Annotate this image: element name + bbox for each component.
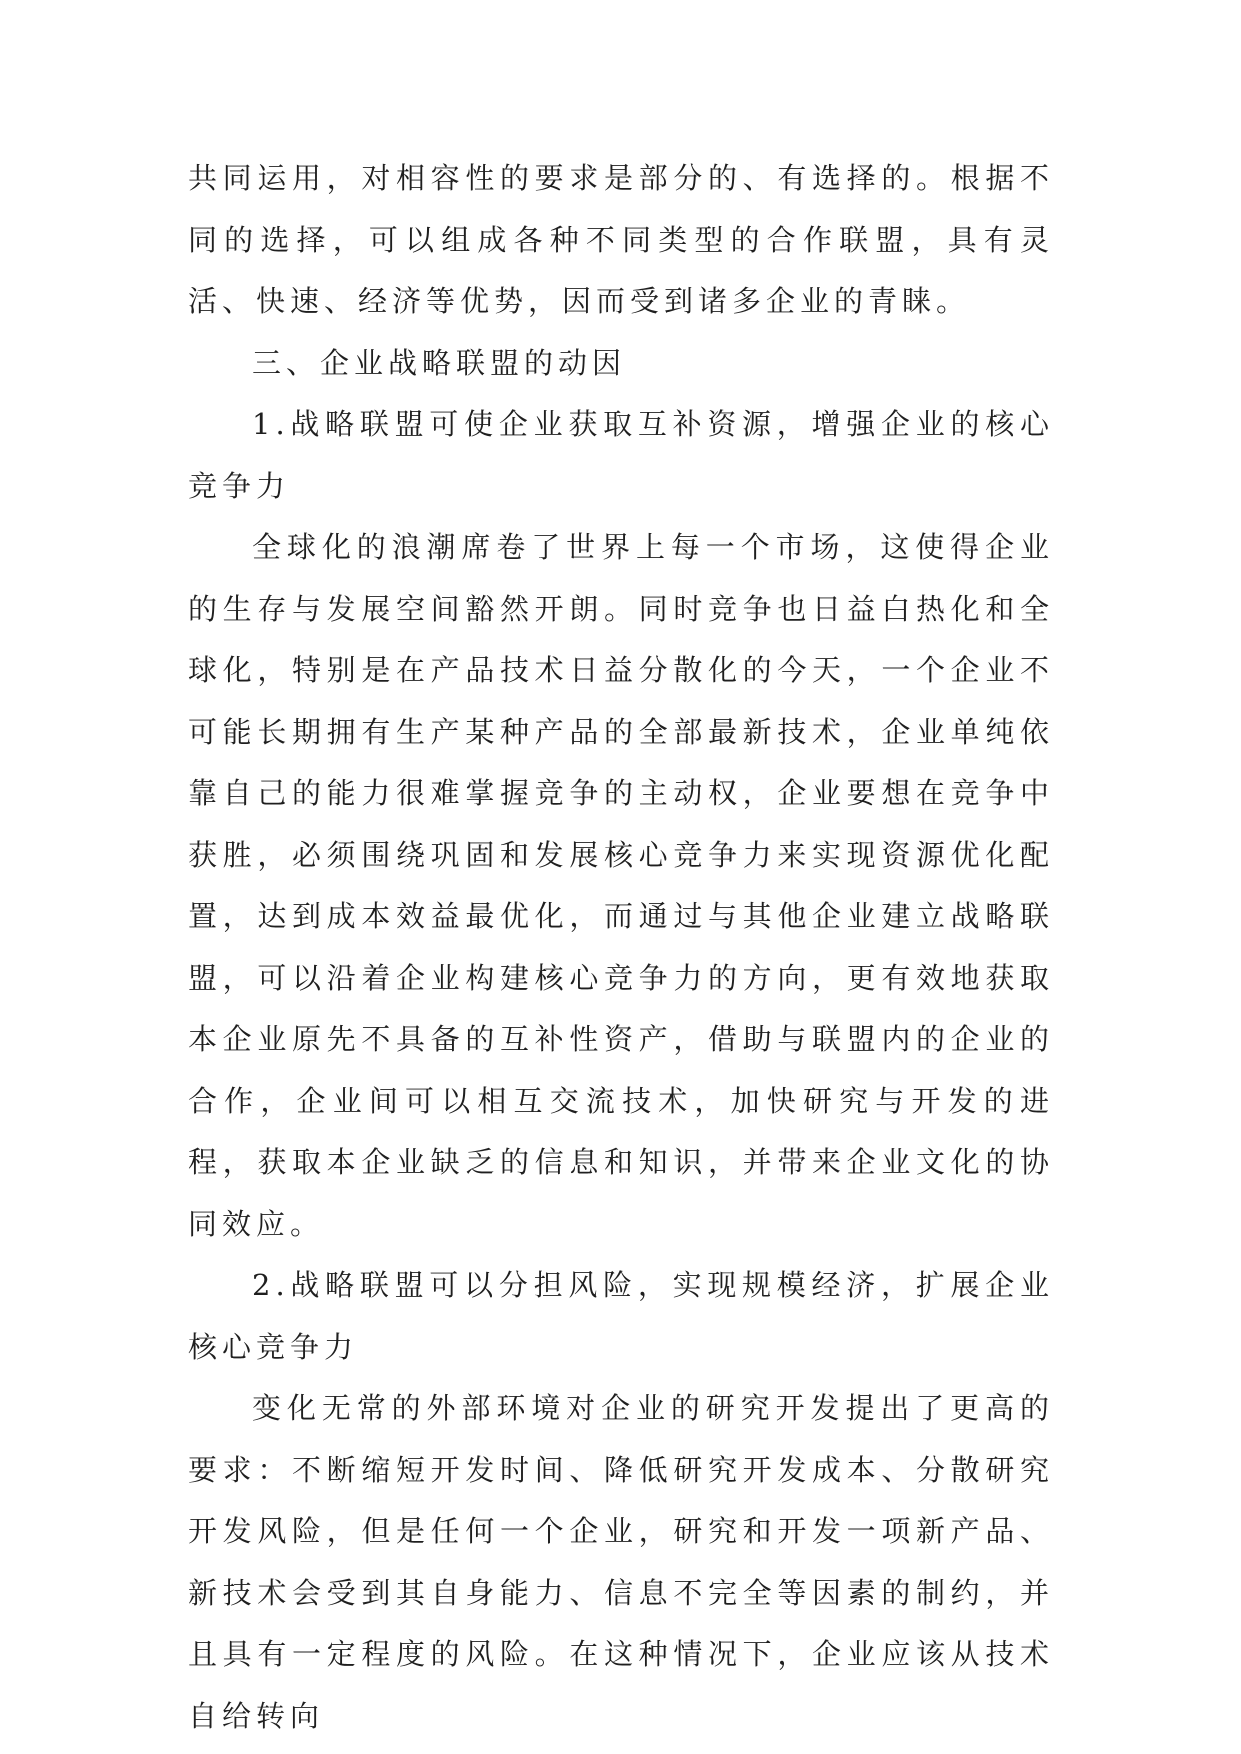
document-body [188,148,1054,1747]
paragraph-body-1: 全球化的浪潮席卷了世界上每一个市场，这使得企业的生存与发展空间豁然开朗。同时竞争也日益白热化和全球化，特别是在产品技术日益分散化的今天，一个企业不可能长期拥有生产某种产品的全部最新技术，企业单纯依靠自己的能力很难掌握竞争的主动权，企业要想在竞争中获胜，必须围绕巩固和发展核心竞争力来实现资源优化配置，达到成本效益最优化，而通过与其他企业建立战略联盟，可以沿着企业构建核心竞争力的方向，更有效地获取本企业原先不具备的互补性资产，借助与联盟内的企业的合作，企业间可以相互交流技术，加快研究与开发的进程，获取本企业缺乏的信息和知识，并带来企业文化的协同效应。 [188,530,1054,1241]
subheading-2: 2.战略联盟可以分担风险，实现规模经济，扩展企业核心竞争力 [188,1268,1054,1364]
paragraph-continuation: 共同运用，对相容性的要求是部分的、有选择的。根据不同的选择，可以组成各种不同类型的合作联盟，具有灵活、快速、经济等优势，因而受到诸多企业的青睐。 [188,161,1054,318]
section-heading: 三、企业战略联盟的动因 [252,345,627,380]
subheading-1: 1.战略联盟可使企业获取互补资源，增强企业的核心竞争力 [188,407,1054,503]
paragraph-body-2: 变化无常的外部环境对企业的研究开发提出了更高的要求：不断缩短开发时间、降低研究开发成本、分散研究开发风险，但是任何一个企业，研究和开发一项新产品、新技术会受到其自身能力、信息不完全等因素的制约，并且具有一定程度的风险。在这种情况下，企业应该从技术自给转向 [188,1391,1054,1733]
